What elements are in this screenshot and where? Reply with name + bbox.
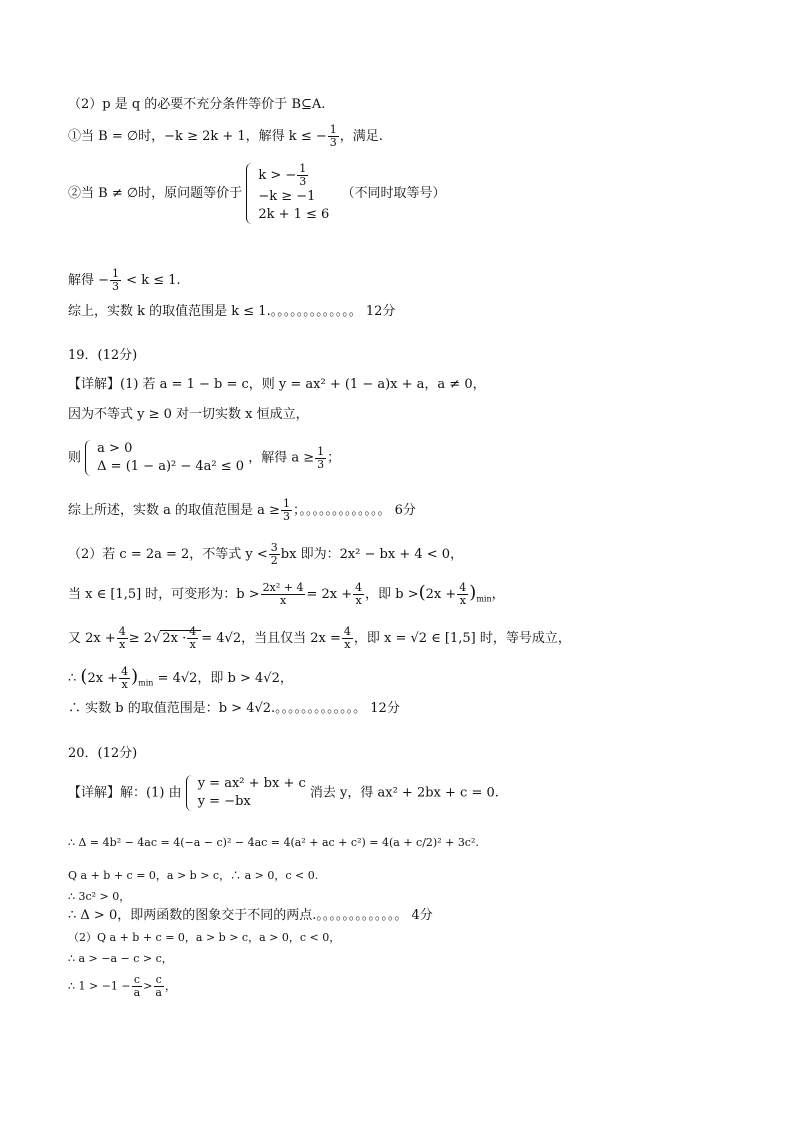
frac-numerator: 4 (121, 665, 129, 678)
q19-p2-line1 (68, 542, 463, 567)
q19-p2-line1-a: （2）若 c = 2a = 2，不等式 y < (68, 547, 268, 562)
frac-denominator: x (119, 638, 126, 651)
min-subscript: min (138, 678, 154, 688)
frac-denominator: x (459, 594, 466, 607)
frac-numerator: 1 (282, 497, 290, 510)
case2-prefix: ②当 B ≠ ∅时，原问题等价于 (68, 186, 243, 201)
frac-denominator: 2 (270, 554, 278, 567)
frac-numerator: 4 (343, 625, 351, 638)
q19-p2-line4-a: ∴ (68, 671, 77, 686)
frac-denominator: x (279, 594, 287, 607)
q20-line8-b: > (143, 979, 153, 993)
case2-row1 (258, 163, 329, 188)
frac-denominator: x (355, 594, 362, 607)
q20-line8-a: ∴ 1 > −1 − (68, 979, 131, 993)
case2-row3: 2k + 1 ≤ 6 (258, 207, 330, 222)
frac-denominator: x (121, 678, 128, 691)
q20-line7: ∴ a > −a − c > c， (68, 952, 173, 965)
frac-numerator: 4 (355, 581, 363, 594)
q19-p2-line3-b: ≥ 2 (128, 631, 153, 646)
q20-sys-row2: y = −bx (197, 794, 251, 809)
q19-line1: 【详解】(1) 若 a = 1 − b = c，则 y = ax² + (1 − a)x + a，a ≠ 0， (68, 377, 486, 392)
q19-sys-row1: a > 0 (97, 441, 133, 456)
q19-sys-end: ； (327, 450, 341, 466)
solve-suffix: < k ≤ 1. (122, 273, 181, 288)
q19-summary1 (68, 498, 416, 523)
fraction-one-third (328, 124, 339, 149)
frac-denominator: 3 (299, 175, 307, 188)
q19-sys-row2: Δ = (1 − a)² − 4a² ≤ 0 (97, 459, 245, 474)
q19-p2-line5: ∴ 实数 b 的取值范围是：b > 4√2.。。。。。。。。。。。。。 12分 (68, 701, 400, 716)
q20-line8 (68, 974, 176, 999)
solve-prefix: 解得 − (68, 273, 110, 288)
q20-line2: ∴ Δ = 4b² − 4ac = 4(−a − c)² − 4ac = 4(a² + ac + c²) = 4(a + c/2)² + 3c². (68, 836, 479, 849)
frac-denominator: x (344, 638, 351, 651)
frac-denominator: x (189, 638, 196, 651)
q19-line2: 因为不等式 y ≥ 0 对一切实数 x 恒成立， (68, 407, 309, 422)
frac-numerator: c (155, 973, 162, 986)
q19-p2-line2-a: 当 x ∈ [1,5] 时，可变形为：b > (68, 587, 260, 602)
frac-numerator: 4 (459, 581, 467, 594)
q19-p2-line4-b: = 4√2，即 b > 4√2， (157, 671, 293, 686)
q19-p2-line3-c: = 4√2，当且仅当 2x = (201, 631, 341, 646)
part2-heading: （2）p 是 q 的必要不充分条件等价于 B⊆A. (68, 97, 326, 112)
brace (85, 440, 94, 476)
frac-numerator: c (133, 973, 140, 986)
q20-line3: Q a + b + c = 0，a > b > c，∴ a > 0，c < 0. (68, 869, 319, 882)
q19-p2-line2-c: ，即 b > (365, 587, 419, 602)
q20-title: 20．(12分) (68, 746, 138, 761)
case2-line (68, 163, 445, 224)
q19-title: 19．(12分) (68, 348, 138, 363)
q19-p2-line3-a: 又 2x + (68, 631, 116, 646)
case2-system (246, 163, 329, 224)
frac-denominator: 3 (329, 136, 337, 149)
case1-line (68, 124, 383, 149)
q20-line4: ∴ 3c² > 0， (68, 890, 131, 903)
sqrt-radicand (160, 625, 201, 651)
q19-p2-line2-b: = 2x + (306, 587, 353, 602)
frac-denominator: 3 (317, 457, 325, 471)
q20-line6: （2）Q a + b + c = 0，a > b > c，a > 0，c < 0， (68, 931, 341, 944)
case1-prefix: ①当 B = ∅时，−k ≥ 2k + 1，解得 k ≤ − (68, 129, 327, 144)
summary-18: 综上，实数 k 的取值范围是 k ≤ 1.。。。。。。。。。。。。。 12分 (68, 304, 396, 319)
q19-p2-line3-d: ，即 x = √2 ∈ [1,5] 时，等号成立， (353, 631, 571, 646)
q19-p2-line2: 当 x ∈ [1,5] 时，可变形为：b > $\frac{\text{2x² + 4}}{x}$ = 2x + $\frac{4}{x}$ ，即 b >(2x + $\frac{4}{x}$ )$_{min}$， (68, 581, 505, 607)
q19-sys-suffix: ，解得 a ≥ (248, 450, 315, 466)
min-subscript: min (476, 594, 492, 604)
q19-system-line (68, 440, 340, 476)
q20-sys-row1: y = ax² + bx + c (197, 776, 306, 791)
frac-numerator: 1 (299, 162, 307, 175)
frac-denominator: 3 (282, 510, 290, 523)
q19-p2-line4-expr: 2x + (87, 671, 119, 686)
q19-p2-line4: ∴ (2x + $\frac{4}{x}$ )$_{min} = 4√2$，即 b > 4√2， (68, 665, 293, 691)
frac-denominator: a (133, 986, 141, 999)
frac-numerator: 1 (112, 267, 120, 280)
solve-line (68, 268, 181, 293)
brace (246, 163, 255, 224)
frac-numerator: 2x² + 4 (262, 581, 304, 594)
frac-numerator: 4 (189, 625, 197, 638)
q20-line1-b: 消去 y，得 ax² + 2bx + c = 0. (309, 785, 499, 801)
frac-numerator: 1 (317, 444, 325, 458)
q19-sys-prefix: 则 (68, 450, 82, 466)
case2-note: （不同时取等号） (341, 186, 446, 201)
case1-suffix: ，满足. (339, 129, 383, 144)
frac-numerator: 1 (329, 123, 337, 136)
q20-line1-a: 【详解】解：(1) 由 (68, 785, 182, 801)
q19-p2-line1-b: bx 即为：2x² − bx + 4 < 0， (280, 547, 464, 562)
q19-p2-line3: 又 2x + $\frac{4}{x}$ ≥ 2√ 2x · $\frac{4}{x}$ = 4√2，当且仅当 2x = $\frac{4}{x}$ ，即 x = √2 ∈ [1,5] 时，等号成立， (68, 625, 571, 651)
frac-denominator: 3 (112, 280, 120, 293)
case2-row1-text: k > − (258, 168, 297, 183)
frac-denominator: a (155, 986, 162, 999)
q19-summary1-suffix: ；。。。。。。。。。。。。。 6分 (292, 503, 416, 518)
q20-system (186, 775, 306, 811)
sqrt-text: 2x · (162, 631, 187, 646)
q20-line5: ∴ Δ > 0，即两函数的图象交于不同的两点.。。。。。。。。。。。。。 4分 (68, 908, 433, 923)
q19-p2-line2-d: 2x + (425, 587, 457, 602)
q20-line8-end: ， (164, 979, 176, 993)
brace (186, 775, 195, 811)
q20-line1 (68, 775, 499, 811)
case2-row2: −k ≥ −1 (258, 189, 316, 204)
q19-system (85, 440, 244, 476)
frac-numerator: 4 (118, 625, 126, 638)
q19-summary1-prefix: 综上所述，实数 a 的取值范围是 a ≥ (68, 503, 280, 518)
frac-numerator: 3 (270, 541, 278, 554)
